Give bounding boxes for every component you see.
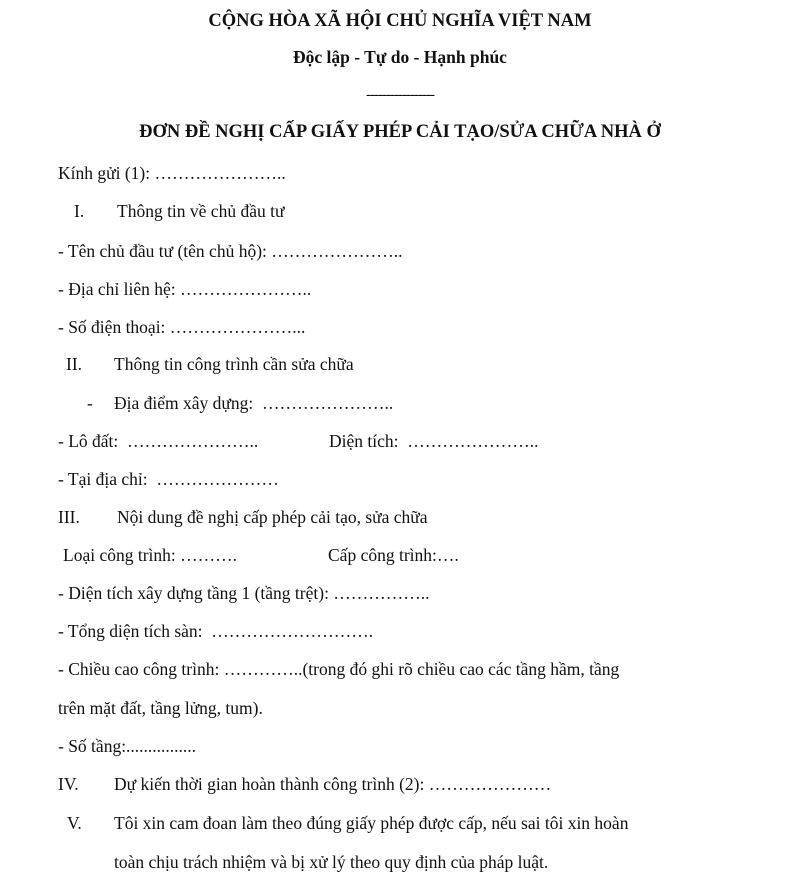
contact-address-line: - Địa chỉ liên hệ: ………………….. xyxy=(58,279,312,299)
location-line: Địa điểm xây dựng: ………………….. xyxy=(114,393,394,413)
section-4-number: IV. xyxy=(58,774,79,794)
section-2-number: II. xyxy=(66,354,83,374)
floor1-area-line: - Diện tích xây dựng tầng 1 (tầng trệt): …………….. xyxy=(58,583,430,603)
lot-line: - Lô đất: ………………….. xyxy=(58,431,259,451)
section-1-number: I. xyxy=(74,201,85,221)
section-3-heading: Nội dung đề nghị cấp phép cải tạo, sửa chữa xyxy=(117,507,428,527)
header-divider: ----------------- xyxy=(366,87,434,103)
building-height-line-continued: trên mặt đất, tầng lửng, tum). xyxy=(58,698,263,718)
motto: Độc lập - Tự do - Hạnh phúc xyxy=(293,47,507,67)
section-5-number: V. xyxy=(67,813,82,833)
section-1-heading: Thông tin về chủ đầu tư xyxy=(117,201,285,221)
completion-time-line: Dự kiến thời gian hoàn thành công trình (2): ………………… xyxy=(114,774,552,794)
building-type-line: Loại công trình: ………. xyxy=(63,545,238,565)
document-title: ĐƠN ĐỀ NGHỊ CẤP GIẤY PHÉP CẢI TẠO/SỬA CHỮA NHÀ Ở xyxy=(139,122,661,142)
building-height-line: - Chiều cao công trình: …………..(trong đó ghi rõ chiều cao các tầng hầm, tầng xyxy=(58,659,620,679)
country-heading: CỘNG HÒA XÃ HỘI CHỦ NGHĨA VIỆT NAM xyxy=(208,11,592,31)
phone-line: - Số điện thoại: …………………... xyxy=(58,317,306,337)
building-grade-line: Cấp công trình:…. xyxy=(328,545,459,565)
section-3-number: III. xyxy=(58,507,80,527)
area-line: Diện tích: ………………….. xyxy=(329,431,539,451)
addressee-line: Kính gửi (1): ………………….. xyxy=(58,163,286,183)
section-2-heading: Thông tin công trình cần sửa chữa xyxy=(114,354,354,374)
total-floor-area-line: - Tổng diện tích sàn: ………………………. xyxy=(58,621,374,641)
site-address-line: - Tại địa chỉ: ………………… xyxy=(58,469,279,489)
owner-name-line: - Tên chủ đầu tư (tên chủ hộ): ………………….. xyxy=(58,241,403,261)
location-bullet: - xyxy=(87,393,93,413)
commitment-line: Tôi xin cam đoan làm theo đúng giấy phép được cấp, nếu sai tôi xin hoàn xyxy=(114,813,629,833)
floor-count-line: - Số tầng:................ xyxy=(58,736,197,756)
commitment-line-continued: toàn chịu trách nhiệm và bị xử lý theo quy định của pháp luật. xyxy=(114,852,549,872)
